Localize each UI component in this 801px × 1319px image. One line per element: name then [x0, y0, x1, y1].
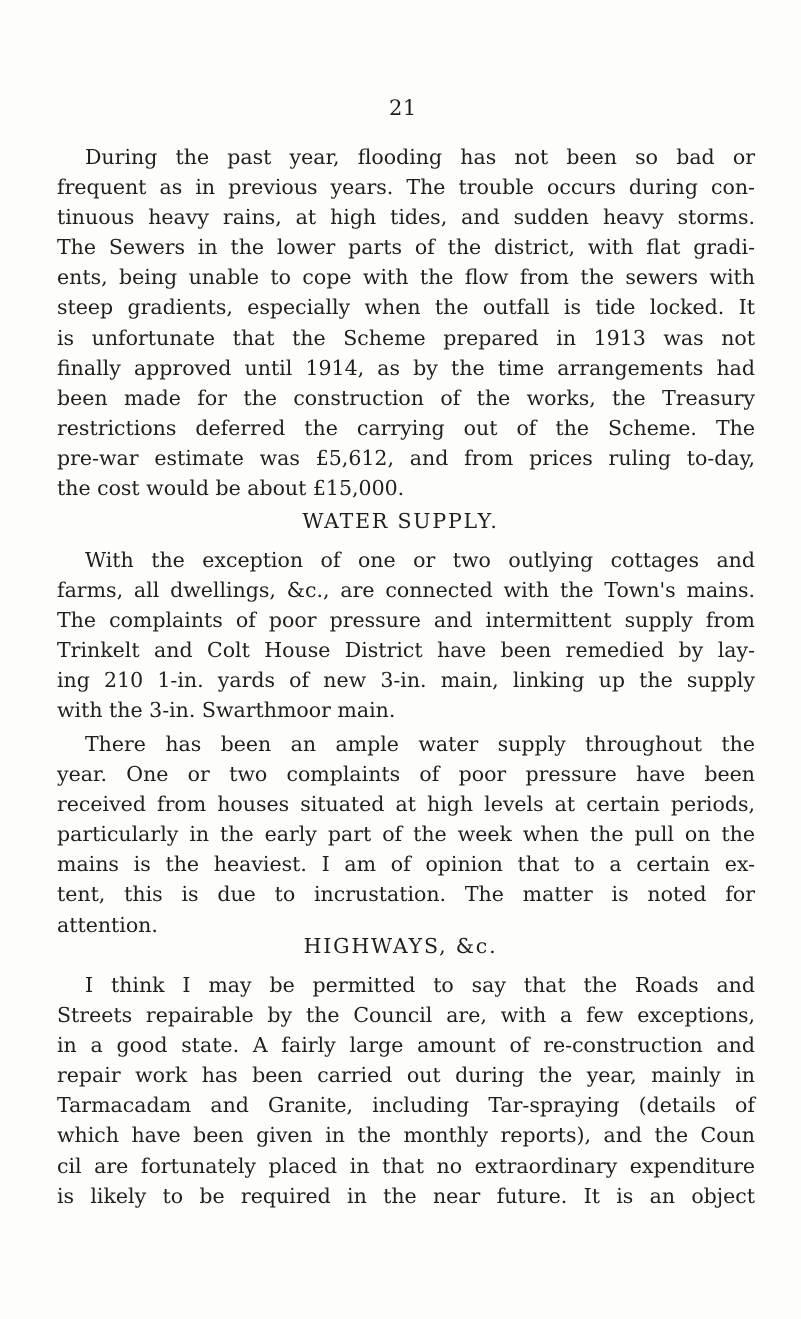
text-line: Streets repairable by the Council are, with a few exceptions,: [57, 1003, 755, 1028]
text-line: tent, this is due to incrustation. The matter is noted for: [57, 882, 755, 907]
text-line: cil are fortunately placed in that no extraordinary expenditure: [57, 1153, 755, 1178]
text-line: year. One or two complaints of poor pressure have been: [57, 762, 755, 787]
text-line: Tarmacadam and Granite, including Tar-spraying (details of: [57, 1093, 755, 1118]
text-line: which have been given in the monthly reports), and the Coun: [57, 1123, 755, 1148]
flooding-paragraph: [57, 142, 755, 503]
text-line: is likely to be required in the near future. It is an object: [57, 1183, 755, 1208]
text-line: There has been an ample water supply throughout the: [85, 732, 755, 756]
text-line: During the past year, flooding has not been so bad or: [85, 145, 755, 169]
text-line: repair work has been carried out during the year, mainly in: [57, 1063, 755, 1088]
section-heading-water-supply: WATER SUPPLY.: [302, 509, 499, 533]
text-line: finally approved until 1914, as by the time arrangements had: [57, 355, 755, 380]
highways-paragraph: [57, 970, 755, 1211]
text-line: ents, being unable to cope with the flow from the sewers with: [57, 265, 755, 290]
text-line: is unfortunate that the Scheme prepared in 1913 was not: [57, 325, 755, 350]
text-line: tinuous heavy rains, at high tides, and sudden heavy storms.: [57, 205, 755, 230]
text-line: restrictions deferred the carrying out of the Scheme. The: [57, 415, 755, 440]
text-line: Trinkelt and Colt House District have been remedied by lay-: [57, 638, 755, 663]
text-line: The Sewers in the lower parts of the district, with flat gradi-: [57, 235, 755, 260]
text-line: farms, all dwellings, &c., are connected with the Town's mains.: [57, 578, 755, 603]
text-line: frequent as in previous years. The trouble occurs during con-: [57, 175, 755, 200]
text-line: steep gradients, especially when the outfall is tide locked. It: [57, 295, 755, 320]
text-line: attention.: [57, 912, 158, 937]
text-line: been made for the construction of the works, the Treasury: [57, 385, 755, 410]
text-line: I think I may be permitted to say that the Roads and: [85, 973, 755, 997]
text-line: with the 3-in. Swarthmoor main.: [57, 698, 396, 723]
text-line: With the exception of one or two outlying cottages and: [85, 548, 755, 572]
water-supply-paragraph-2: [57, 729, 755, 940]
water-supply-paragraph-1: [57, 545, 755, 726]
text-line: particularly in the early part of the week when the pull on the: [57, 822, 755, 847]
text-line: received from houses situated at high levels at certain periods,: [57, 792, 755, 817]
text-line: ing 210 1-in. yards of new 3-in. main, linking up the supply: [57, 668, 755, 693]
text-line: the cost would be about £15,000.: [57, 476, 405, 501]
text-line: The complaints of poor pressure and intermittent supply from: [57, 608, 755, 633]
text-line: in a good state. A fairly large amount of re-construction and: [57, 1033, 755, 1058]
page-number: 21: [389, 96, 417, 120]
section-heading-highways: HIGHWAYS, &c.: [303, 934, 498, 958]
text-line: pre-war estimate was £5,612, and from prices ruling to-day,: [57, 445, 755, 470]
text-line: mains is the heaviest. I am of opinion that to a certain ex-: [57, 852, 755, 877]
